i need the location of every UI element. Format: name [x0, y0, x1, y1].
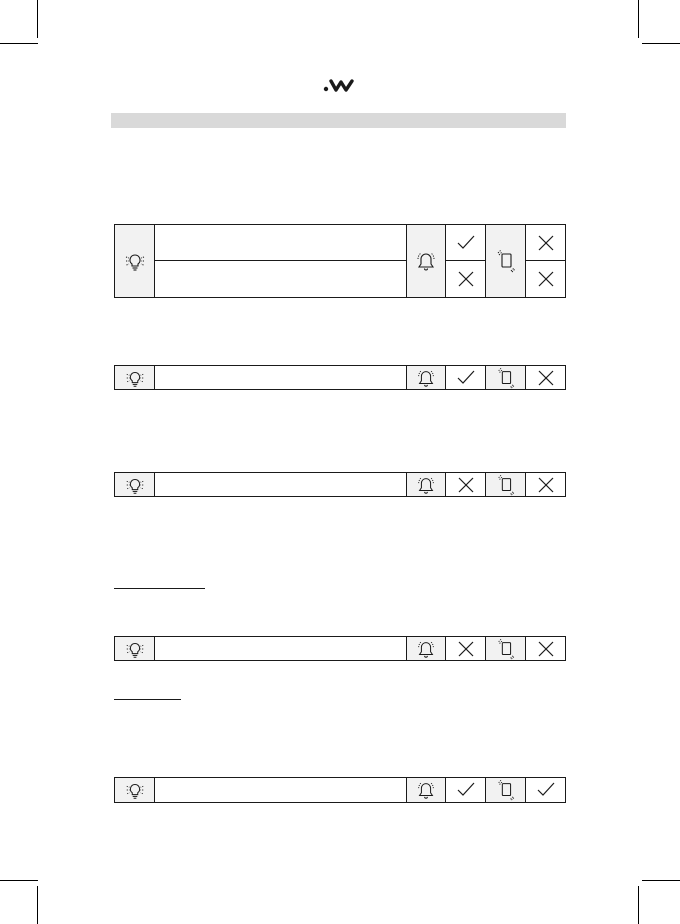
- checkmark-icon: [455, 779, 477, 801]
- heading-underline: [114, 588, 205, 589]
- checkmark-icon: [455, 232, 477, 254]
- bell-status-cell: [446, 637, 486, 660]
- crop-mark: [638, 0, 639, 38]
- phone-status-cell: [526, 778, 565, 802]
- vibrating-phone-icon: [495, 366, 517, 390]
- brand-logo: [323, 78, 355, 92]
- phone-status-cell: [526, 637, 565, 660]
- crop-mark: [37, 886, 38, 924]
- alarm-bell-icon: [415, 638, 437, 660]
- phone-status-cell: [526, 225, 565, 297]
- phone-cell: [486, 225, 526, 297]
- lightbulb-cell: [115, 778, 155, 802]
- lightbulb-cell: [115, 473, 155, 496]
- description-row-1: [155, 225, 406, 261]
- description-row-2: [155, 261, 406, 297]
- cross-icon: [535, 638, 557, 660]
- section-banner: [111, 113, 566, 128]
- bell-status-cell: [446, 366, 486, 389]
- bell-cell: [407, 637, 446, 660]
- crop-mark: [37, 0, 38, 38]
- heading-underline: [114, 699, 181, 700]
- crop-mark: [0, 880, 38, 881]
- phone-cell: [486, 366, 526, 389]
- vibrating-phone-icon: [495, 473, 517, 497]
- lightbulb-cell: [115, 637, 155, 660]
- bell-status-cell: [446, 225, 486, 297]
- vibrating-phone-icon: [495, 637, 517, 661]
- cross-icon: [535, 474, 557, 496]
- description-cell: [155, 473, 407, 496]
- cross-icon: [535, 268, 557, 290]
- crop-mark: [642, 880, 680, 881]
- bell-cell: [407, 473, 446, 496]
- settings-table: [114, 472, 566, 497]
- crop-mark: [0, 43, 38, 44]
- bell-status-cell: [446, 473, 486, 496]
- cross-icon: [535, 367, 557, 389]
- bell-cell: [407, 778, 446, 802]
- alarm-bell-icon: [414, 249, 438, 273]
- description-cell: [155, 778, 407, 802]
- cross-icon: [455, 268, 477, 290]
- lightbulb-icon: [124, 779, 146, 801]
- lightbulb-icon: [124, 367, 146, 389]
- bell-cell: [407, 366, 446, 389]
- alarm-bell-icon: [415, 367, 437, 389]
- description-cell: [155, 366, 407, 389]
- cross-icon: [455, 474, 477, 496]
- phone-cell: [486, 778, 526, 802]
- alarm-bell-icon: [415, 779, 437, 801]
- description-cell: [155, 637, 407, 660]
- alarm-bell-icon: [415, 474, 437, 496]
- settings-table: [114, 777, 566, 803]
- crop-mark: [638, 886, 639, 924]
- settings-table: [114, 224, 566, 298]
- phone-cell: [486, 637, 526, 660]
- settings-table: [114, 365, 566, 390]
- settings-table: [114, 636, 566, 661]
- checkmark-icon: [455, 367, 477, 389]
- lightbulb-icon: [124, 474, 146, 496]
- lightbulb-icon: [123, 249, 147, 273]
- phone-cell: [486, 473, 526, 496]
- lightbulb-cell: [115, 225, 155, 297]
- description-cell: [155, 225, 407, 297]
- phone-status-cell: [526, 366, 565, 389]
- vibrating-phone-icon: [494, 248, 518, 274]
- cross-icon: [535, 232, 557, 254]
- lightbulb-icon: [124, 638, 146, 660]
- checkmark-icon: [535, 779, 557, 801]
- lightbulb-cell: [115, 366, 155, 389]
- cross-icon: [455, 638, 477, 660]
- bell-cell: [407, 225, 446, 297]
- crop-mark: [642, 43, 680, 44]
- vibrating-phone-icon: [495, 778, 517, 802]
- phone-status-cell: [526, 473, 565, 496]
- bell-status-cell: [446, 778, 486, 802]
